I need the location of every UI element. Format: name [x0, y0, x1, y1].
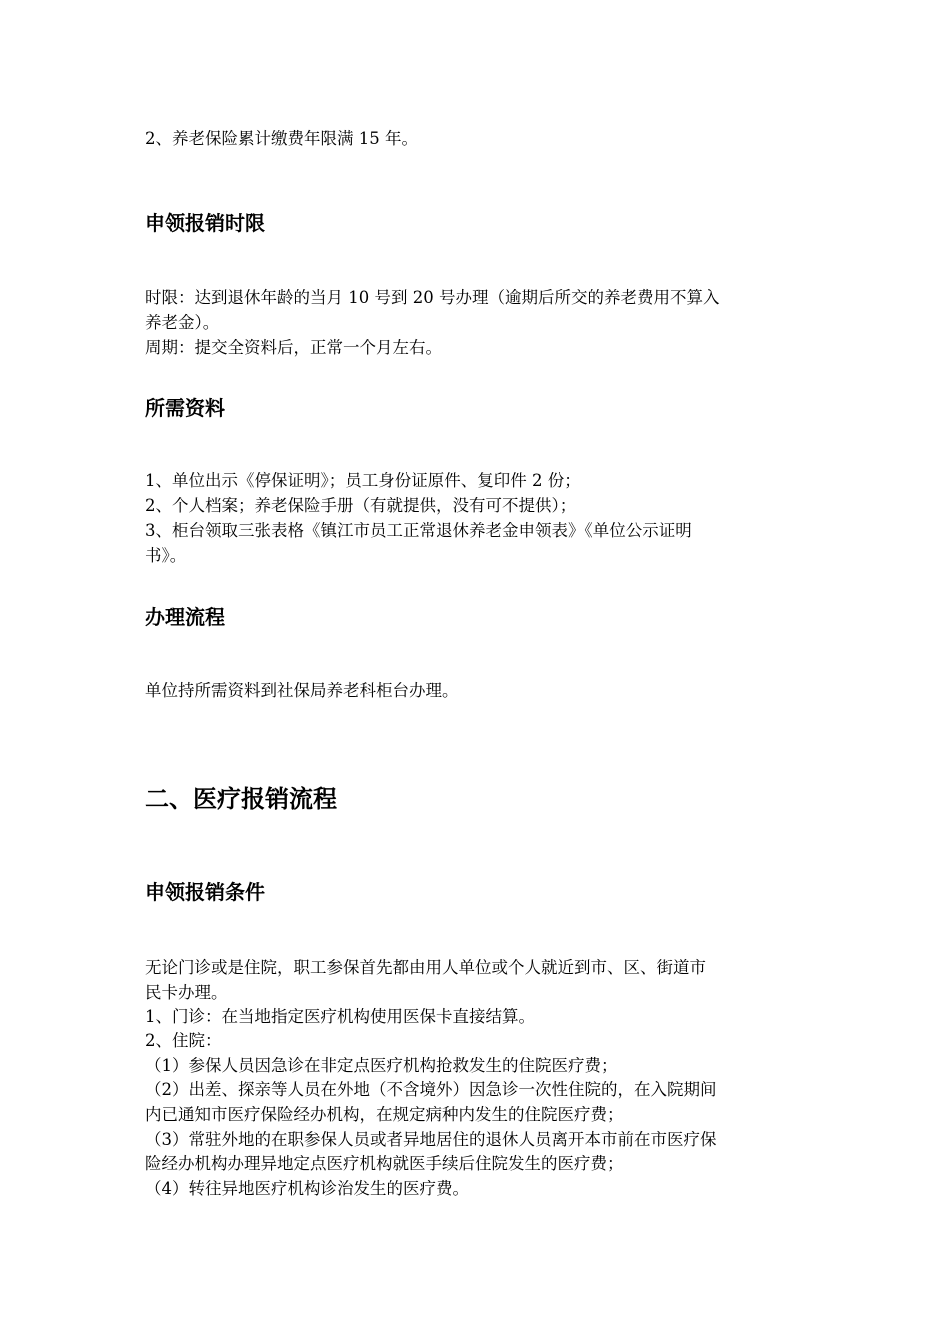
medical-line: 险经办机构办理异地定点医疗机构就医手续后住院发生的医疗费； — [145, 1154, 624, 1173]
medical-line: （1）参保人员因急诊在非定点医疗机构抢救发生的住院医疗费； — [145, 1056, 618, 1075]
medical-title: 二、医疗报销流程 — [145, 785, 337, 813]
medical-line: 2、住院： — [145, 1031, 222, 1050]
medical-line: 内已通知市医疗保险经办机构，在规定病种内发生的住院医疗费； — [145, 1105, 624, 1124]
pension-condition-item-2: 2、养老保险累计缴费年限满 15 年。 — [145, 129, 418, 148]
medical-line: 1、门诊：在当地指定医疗机构使用医保卡直接结算。 — [145, 1007, 535, 1026]
materials-line: 2、个人档案；养老保险手册（有就提供，没有可不提供）； — [145, 496, 577, 515]
medical-line: 民卡办理。 — [145, 983, 228, 1002]
period-line: 周期：提交全资料后，正常一个月左右。 — [145, 338, 442, 357]
medical-line: （4）转往异地医疗机构诊治发生的医疗费。 — [145, 1179, 469, 1198]
process-line: 单位持所需资料到社保局养老科柜台办理。 — [145, 681, 459, 700]
medical-line: （2）出差、探亲等人员在外地（不含境外）因急诊一次性住院的，在入院期间 — [145, 1080, 717, 1099]
materials-line: 3、柜台领取三张表格《镇江市员工正常退休养老金申领表》《单位公示证明 — [145, 521, 692, 540]
materials-heading: 所需资料 — [145, 396, 225, 420]
materials-line: 1、单位出示《停保证明》；员工身份证原件、复印件 2 份； — [145, 471, 581, 490]
medical-line: 无论门诊或是住院，职工参保首先都由用人单位或个人就近到市、区、街道市 — [145, 958, 706, 977]
time-limit-line: 养老金）。 — [145, 313, 220, 332]
materials-line: 书》。 — [145, 546, 187, 565]
time-limit-line: 时限：达到退休年龄的当月 10 号到 20 号办理（逾期后所交的养老费用不算入 — [145, 288, 720, 307]
process-heading: 办理流程 — [145, 605, 225, 629]
medical-conditions-heading: 申领报销条件 — [145, 880, 265, 904]
medical-line: （3）常驻外地的在职参保人员或者异地居住的退休人员离开本市前在市医疗保 — [145, 1130, 717, 1149]
time-limit-heading: 申领报销时限 — [145, 211, 265, 235]
